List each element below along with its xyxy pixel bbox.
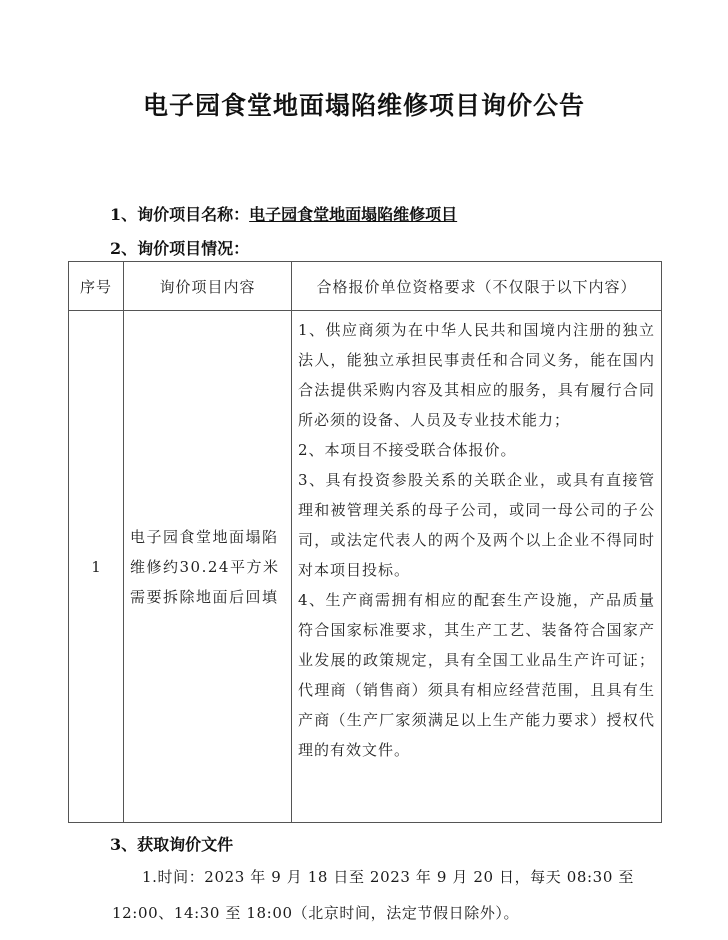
header-requirements: 合格报价单位资格要求（不仅限于以下内容） (292, 262, 662, 311)
requirement-item: 2、本项目不接受联合体报价。 (298, 441, 517, 459)
project-name-value: 电子园食堂地面塌陷维修项目 (249, 205, 458, 224)
requirement-item: 4、生产商需拥有相应的配套生产设施，产品质量符合国家标准要求，其生产工艺、装备符合国家产业发展的政策规定，具有全国工业品生产许可证；代理商（销售商）须具有相应经营范围，且具有生产商（生产厂家须满足以上生产能力要求）授权代理的有效文件。 (298, 591, 655, 759)
section-project-info-label: 2、询价项目情况： (110, 239, 250, 258)
table-header-row (69, 262, 662, 311)
project-name-label: 1、询价项目名称： (110, 205, 250, 224)
obtain-time-line1: 1.时间：2023 年 9 月 18 日至 2023 年 9 月 20 日，每天 08:30 至 (142, 868, 634, 886)
header-index: 序号 (69, 262, 124, 311)
table-row (69, 311, 662, 823)
row-content: 电子园食堂地面塌陷维修约30.24平方米需要拆除地面后回填 (124, 311, 292, 823)
section-project-name (110, 202, 457, 225)
page-title: 电子园食堂地面塌陷维修项目询价公告 (142, 91, 585, 120)
section-obtain-docs-label: 3、获取询价文件 (110, 835, 234, 854)
row-requirements (292, 311, 662, 823)
requirement-item: 1、供应商须为在中华人民共和国境内注册的独立法人，能独立承担民事责任和合同义务，能在国内合法提供采购内容及其相应的服务，具有履行合同所必须的设备、人员及专业技术能力； (298, 321, 655, 429)
header-content: 询价项目内容 (124, 262, 292, 311)
inquiry-table (68, 261, 662, 823)
row-index: 1 (69, 311, 124, 823)
obtain-time-line2: 12:00、14:30 至 18:00（北京时间，法定节假日除外）。 (112, 904, 520, 922)
requirement-item: 3、具有投资参股关系的关联企业，或具有直接管理和被管理关系的母子公司，或同一母公司的子公司，或法定代表人的两个及两个以上企业不得同时对本项目投标。 (298, 471, 655, 579)
